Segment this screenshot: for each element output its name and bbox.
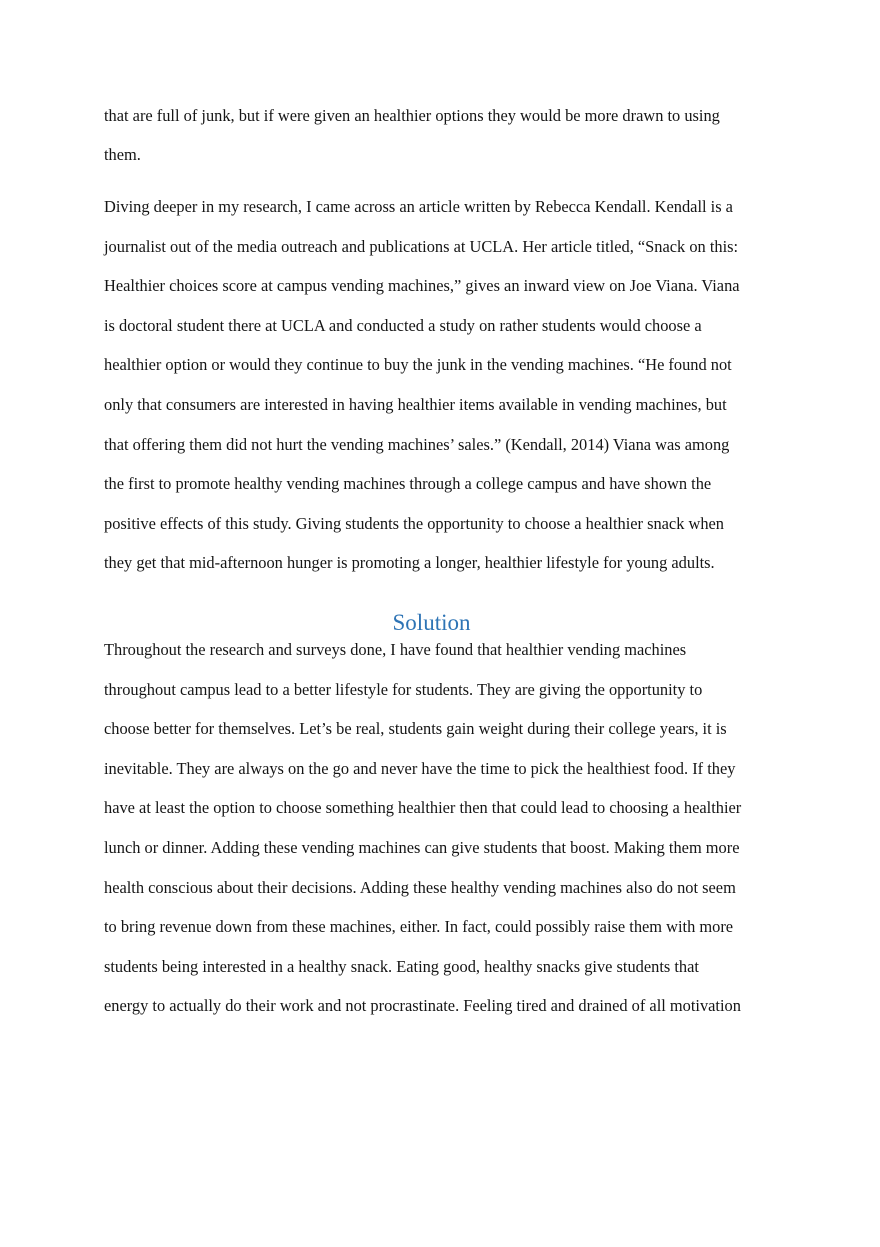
text-line: to bring revenue down from these machines, either. In fact, could possibly raise them with more	[104, 917, 734, 936]
text-line: the first to promote healthy vending machines through a college campus and have shown the	[104, 474, 712, 493]
text-line: healthier option or would they continue to buy the junk in the vending machines. “He found not	[104, 355, 732, 374]
section-heading-solution: Solution	[392, 610, 471, 635]
text-line: choose better for themselves. Let’s be real, students gain weight during their college years, it is	[104, 719, 727, 738]
text-line: Throughout the research and surveys done, I have found that healthier vending machines	[104, 640, 687, 659]
text-line: throughout campus lead to a better lifestyle for students. They are giving the opportunity to	[104, 680, 703, 699]
text-line: inevitable. They are always on the go and never have the time to pick the healthiest food. If they	[104, 759, 736, 778]
text-line: Diving deeper in my research, I came across an article written by Rebecca Kendall. Kendall is a	[104, 197, 733, 216]
text-line: health conscious about their decisions. Adding these healthy vending machines also do not seem	[104, 878, 736, 897]
text-line: is doctoral student there at UCLA and conducted a study on rather students would choose a	[104, 316, 702, 335]
text-line: lunch or dinner. Adding these vending machines can give students that boost. Making them more	[104, 838, 740, 857]
text-line: students being interested in a healthy snack. Eating good, healthy snacks give students that	[104, 957, 699, 976]
text-line: positive effects of this study. Giving students the opportunity to choose a healthier snack when	[104, 514, 724, 533]
text-line: that are full of junk, but if were given an healthier options they would be more drawn to using	[104, 106, 720, 125]
text-line: they get that mid-afternoon hunger is promoting a longer, healthier lifestyle for young adults.	[104, 553, 715, 572]
text-line: have at least the option to choose something healthier then that could lead to choosing a healthier	[104, 798, 742, 817]
text-line: journalist out of the media outreach and publications at UCLA. Her article titled, “Snack on this:	[104, 237, 739, 256]
text-line: energy to actually do their work and not procrastinate. Feeling tired and drained of all motivation	[104, 996, 741, 1015]
text-line: them.	[104, 145, 141, 164]
text-line: only that consumers are interested in having healthier items available in vending machines, but	[104, 395, 727, 414]
text-line: Healthier choices score at campus vending machines,” gives an inward view on Joe Viana. Viana	[104, 276, 740, 295]
text-line: that offering them did not hurt the vending machines’ sales.” (Kendall, 2014) Viana was among	[104, 435, 730, 454]
